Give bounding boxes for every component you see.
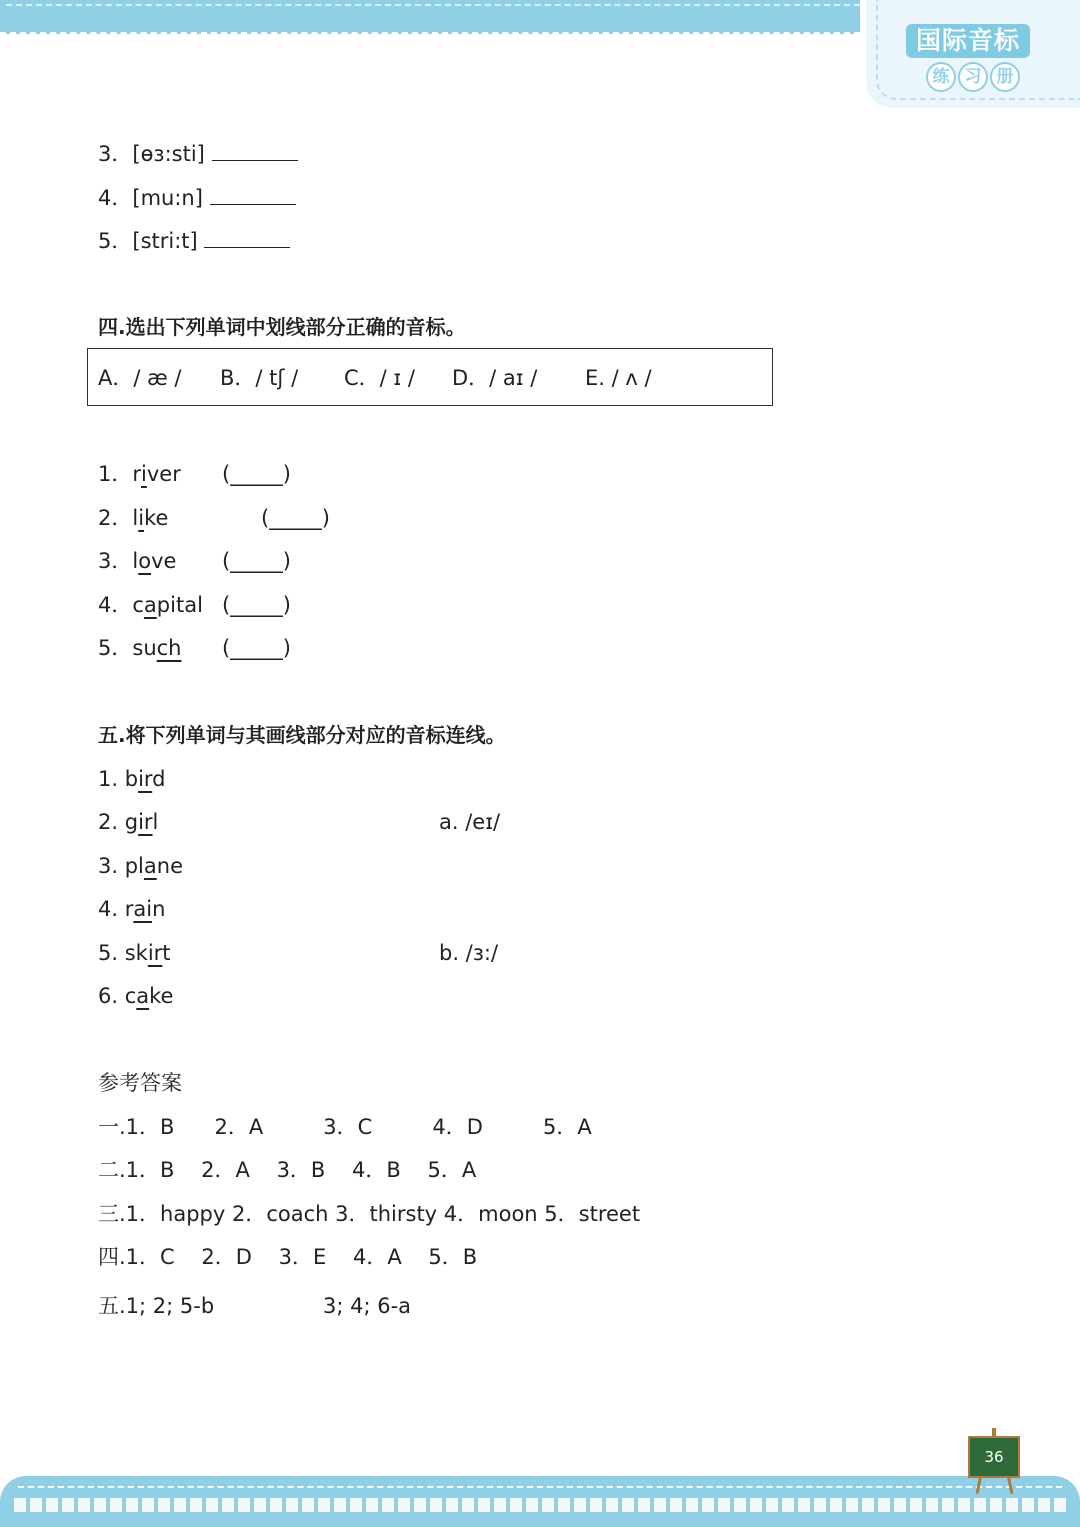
- logo-char: 册: [990, 62, 1020, 92]
- exercise-4-item-2: 2．like: [98, 506, 169, 530]
- answer-line-5-left: 五.1; 2; 5-b: [98, 1294, 215, 1318]
- phonetic-option-a[interactable]: a. /eɪ/: [439, 810, 501, 834]
- logo-char: 练: [926, 62, 956, 92]
- answer-line-1: 一.1．B 2．A 3．C 4．D 5．A: [98, 1115, 592, 1139]
- footer-pattern: [14, 1498, 1066, 1512]
- option-d: D．/ aɪ /: [452, 366, 538, 390]
- exercise-4-item-5: 5．such: [98, 636, 182, 660]
- exercise-4-item-4: 4．capital: [98, 593, 203, 617]
- answer-paren[interactable]: (_____): [222, 549, 291, 573]
- footer-band: [0, 1476, 1080, 1527]
- option-c: C．/ ɪ /: [344, 366, 415, 390]
- page-number: 36: [984, 1448, 1004, 1466]
- exercise-3-item-4: 4．[mu:n]: [98, 182, 296, 213]
- answer-line-4: 四.1．C 2．D 3．E 4．A 5．B: [98, 1245, 478, 1269]
- exercise-4-item-1: 1．river: [98, 462, 181, 486]
- answer-blank[interactable]: [212, 138, 298, 161]
- match-word-3[interactable]: 3. plane: [98, 854, 183, 878]
- option-e: E. / ʌ /: [585, 366, 652, 390]
- logo-char: 习: [958, 62, 988, 92]
- option-b: B．/ tʃ /: [220, 366, 299, 390]
- exercise-3-item-3: 3．[ɵɜ:sti]: [98, 138, 298, 169]
- match-word-6[interactable]: 6. cake: [98, 984, 174, 1008]
- section-5-title: 五.将下列单词与其画线部分对应的音标连线。: [98, 723, 506, 747]
- logo-subtitle: [926, 62, 1020, 92]
- logo-title: 国际音标: [906, 24, 1030, 58]
- match-word-5[interactable]: 5. skirt: [98, 941, 171, 965]
- page-number-board: [968, 1436, 1020, 1478]
- match-word-2[interactable]: 2. girl: [98, 810, 159, 834]
- section-4-title: 四.选出下列单词中划线部分正确的音标。: [98, 315, 466, 339]
- match-word-4[interactable]: 4. rain: [98, 897, 166, 921]
- option-a: A．/ æ /: [98, 366, 182, 390]
- exercise-4-item-3: 3．love: [98, 549, 177, 573]
- phonetic-option-b[interactable]: b. /ɜ:/: [439, 941, 499, 965]
- answer-paren[interactable]: (_____): [222, 636, 291, 660]
- answer-line-3: 三.1．happy 2．coach 3．thirsty 4．moon 5．street: [98, 1202, 641, 1226]
- match-word-1[interactable]: 1. bird: [98, 767, 166, 791]
- answers-title: 参考答案: [98, 1071, 182, 1095]
- exercise-3-item-5: 5．[stri:t]: [98, 225, 290, 256]
- answer-paren[interactable]: (_____): [261, 506, 330, 530]
- options-box: [87, 348, 773, 406]
- answer-blank[interactable]: [210, 182, 296, 205]
- top-banner: [0, 0, 860, 34]
- answer-line-5-right: 3; 4; 6-a: [323, 1294, 412, 1318]
- answer-paren[interactable]: (_____): [222, 462, 291, 486]
- answer-line-2: 二.1．B 2．A 3．B 4．B 5．A: [98, 1158, 477, 1182]
- answer-blank[interactable]: [204, 225, 290, 248]
- answer-paren[interactable]: (_____): [222, 593, 291, 617]
